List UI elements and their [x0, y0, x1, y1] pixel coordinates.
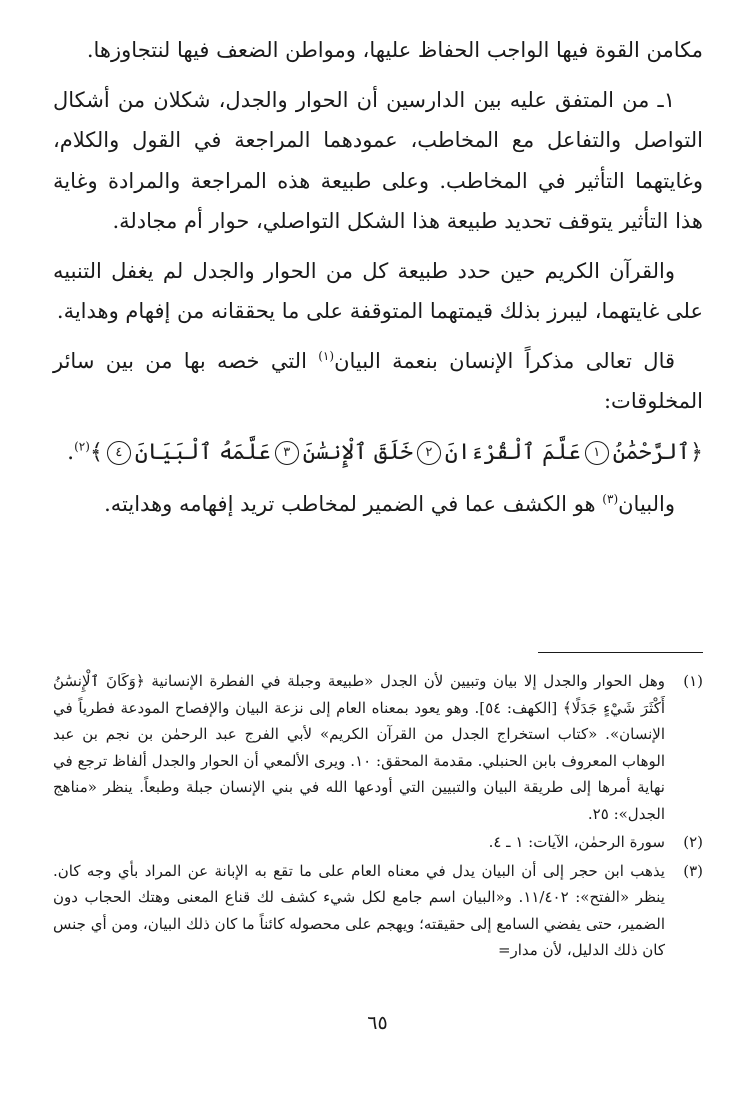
main-text — [53, 30, 703, 533]
footnote-divider — [538, 652, 703, 653]
footnote-text: يذهب ابن حجر إلى أن البيان يدل في معناه العام على ما تقع به الإبانة عن المراد بأي وجه كان. ينظر «الفتح»: ١١/٤٠٢. و«البيان اسم جامع لكل شيء كشف لك قناع المعنى وهتك الحجاب دون الضمير، حتى يفضي السامع إلى حقيقته؛ ويهجم على محصوله كائناً ما كان ذلك البيان، ومن أي جنس كان ذلك الدليل، لأن مدار= — [53, 861, 665, 959]
footnote-number: (٣) — [683, 861, 703, 880]
paragraph-3-text-a: قال تعالى مذكراً الإنسان بنعمة البيان — [334, 348, 676, 373]
verse-2: عَلَّمَ ٱلْقُرْءَانَ — [444, 439, 581, 465]
footnote-ref-3: (٣) — [602, 491, 619, 506]
footnote-1 — [53, 668, 703, 827]
paragraph-1: ١ـ من المتفق عليه بين الدارسين أن الحوار والجدل، شكلان من أشكال التواصل والتفاعل مع المخاطب، عمودهما المراجعة في القول والكلام، وغايتهما التأثير في المخاطب. وعلى طبيعة هذه المراجعة والمرادة وغاية هذا التأثير يتوقف تحديد طبيعة هذا الشكل التواصلي، حوار أم مجادلة. — [53, 87, 703, 233]
ornate-bracket-open: ﴿ — [690, 439, 703, 465]
footnote-number: (٢) — [683, 833, 703, 851]
footnotes — [53, 668, 703, 966]
footnote-ref-2: (٢) — [74, 439, 90, 454]
ayah-end-marker: ٢ — [417, 441, 441, 465]
ayah-end-marker: ٤ — [107, 441, 131, 465]
paragraph-4-text-a: والبيان — [618, 491, 675, 516]
paragraph-3-text-b: التي خصه بها من بين سائر المخلوقات: — [53, 348, 703, 413]
ayah-end-marker: ٣ — [275, 441, 299, 465]
ayah-end-marker: ١ — [585, 441, 609, 465]
paragraph-4-text-b: هو الكشف عما في الضمير لمخاطب تريد إفهامه وهدايته. — [104, 491, 603, 516]
page-number: ٦٥ — [367, 1012, 388, 1034]
footnote-text: سورة الرحمٰن، الآيات: ١ ـ ٤. — [488, 833, 665, 851]
footnote-number: (١) — [683, 672, 703, 690]
ornate-bracket-close: ﴾ — [89, 439, 103, 465]
footnote-3 — [53, 858, 703, 964]
paragraph-intro: مكامن القوة فيها الواجب الحفاظ عليها، ومواطن الضعف فيها لنتجاوزها. — [86, 38, 703, 62]
verse-3: خَلَقَ ٱلْإِنسَٰنَ — [302, 439, 413, 465]
footnote-ref-1: (١) — [318, 348, 335, 363]
footnote-text: وهل الحوار والجدل إلا بيان وتبيين لأن الجدل «طبيعة وجبلة في الفطرة الإنسانية ﴿وَكَانَ ٱلْإِنسَٰنُ أَكْثَرَ شَيْءٍ جَدَلًا﴾ [الكهف: ٥٤]. وهو يعود بمعناه العام إلى نزعة البيان والإفصاح المودعة فطرياً في الإنسان». «كتاب استخراج الجدل من القرآن الكريم» لأبي الفرج عبد الرحمٰن بن نجم بن عبد الوهاب المعروف بابن الحنبلي. مقدمة المحقق: ١٠. ويرى الألمعي أن الحوار والجدل ألفاظ ترجع في نهاية أمرها إلى طريقة البيان والتبيين التي أودعها الله في بني الإنسان جبلة وطبعاً. ينظر «مناهج الجدل»: ٢٥. — [53, 672, 666, 823]
verse-4: عَلَّمَهُ ٱلْبَيَانَ — [134, 439, 271, 465]
quran-end-period: . — [67, 439, 75, 465]
paragraph-4 — [53, 484, 703, 525]
verse-1: ٱلرَّحْمَٰنُ — [612, 439, 691, 465]
footnote-2 — [53, 829, 703, 856]
quran-verses — [53, 431, 703, 475]
paragraph-2: والقرآن الكريم حين حدد طبيعة كل من الحوار والجدل لم يغفل التنبيه على غايتهما، ليبرز بذلك قيمتهما المتوقفة على ما يحققانه من إفهام وهداية. — [53, 258, 703, 323]
paragraph-3 — [53, 341, 703, 422]
